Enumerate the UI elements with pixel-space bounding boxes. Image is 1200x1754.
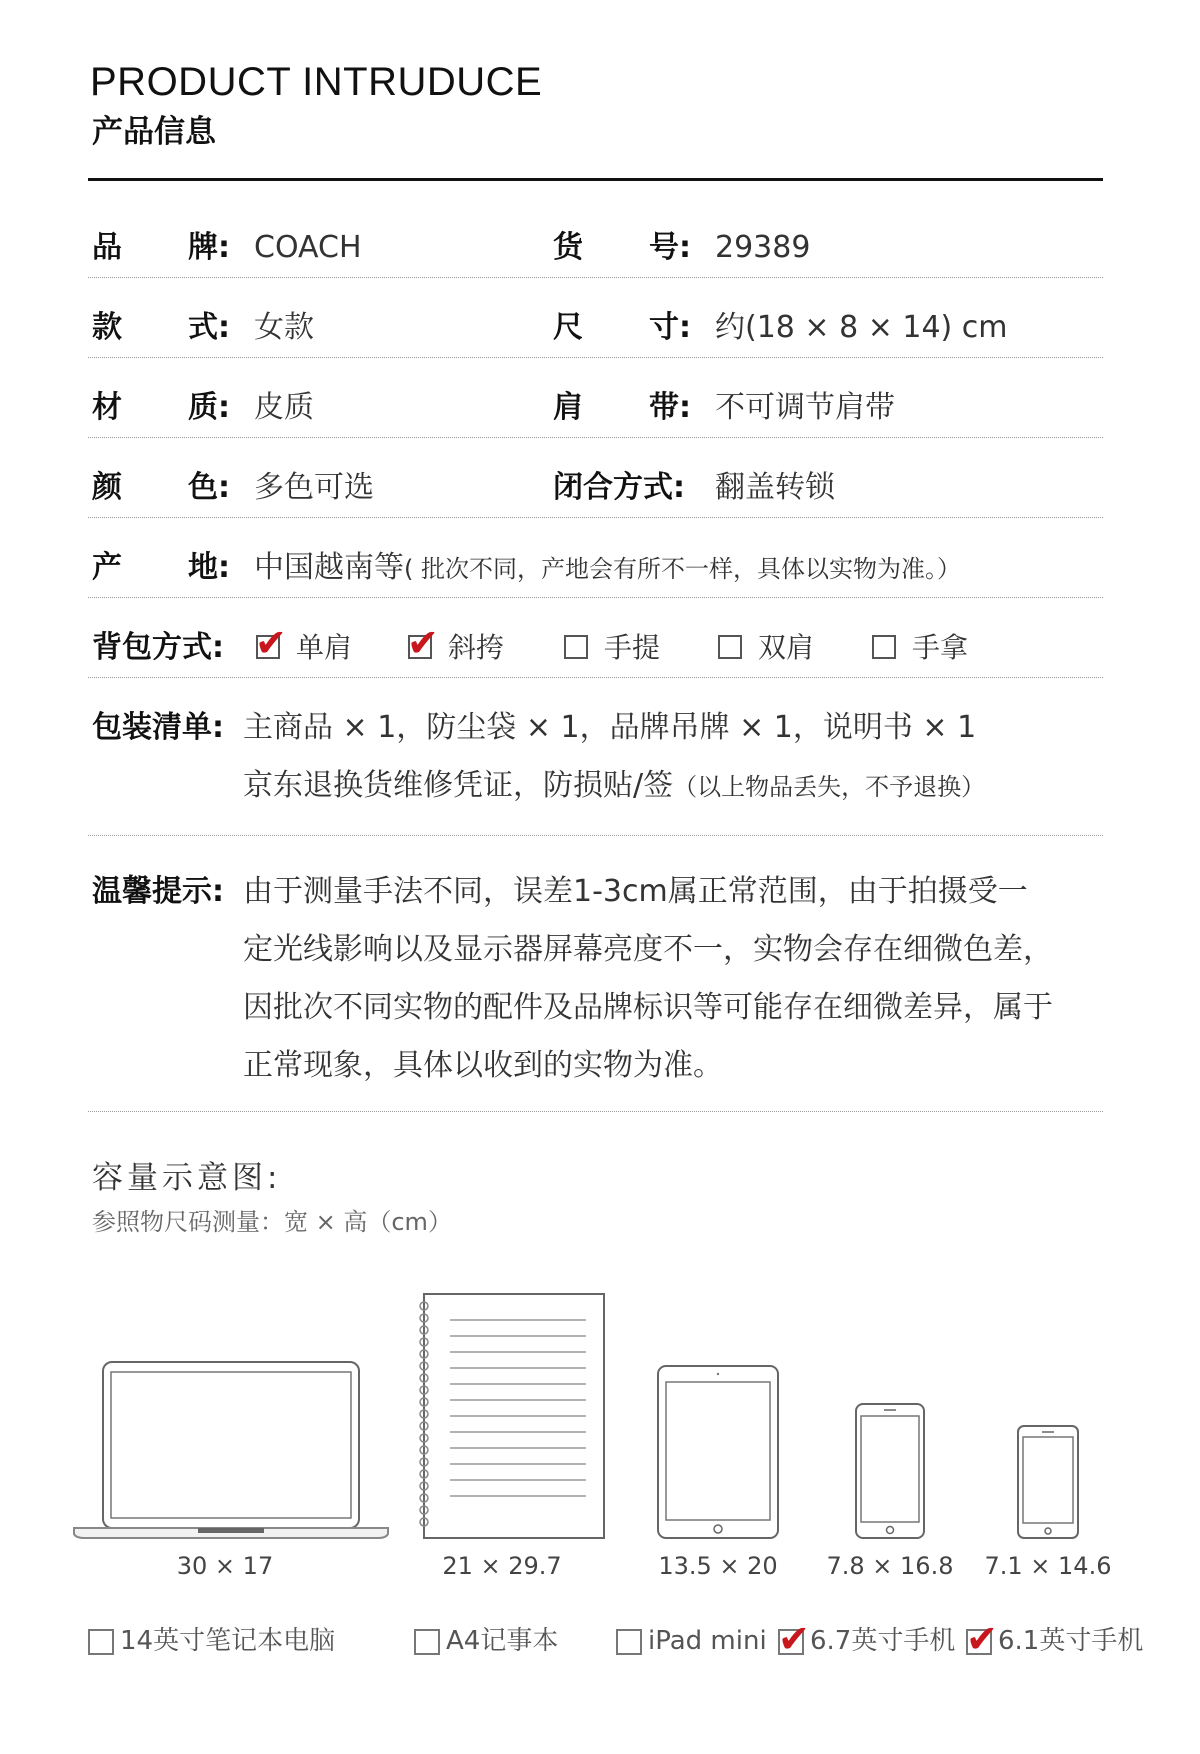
spec-label: 质: [188,390,230,425]
tips-section [88,872,1103,1112]
checkbox-checked[interactable] [407,621,439,665]
spec-value: 不可调节肩带 [715,390,895,425]
spec-label: 地: [188,550,230,585]
spec-label: 号: [649,230,691,265]
title-divider [88,178,1103,181]
spec-label: 寸: [649,310,691,345]
packing-line-2-text: 京东退换货维修凭证，防损贴/签 [243,768,674,803]
checkbox-unchecked[interactable] [564,635,588,659]
spec-label: 式: [188,310,230,345]
spec-value: 女款 [254,310,314,345]
spec-row-brand [88,210,1103,278]
dimension-label: 7.1 × 14.6 [984,1552,1112,1580]
spec-label: 色: [188,470,230,505]
spec-label: 尺 [553,310,583,345]
checkbox-checked[interactable] [255,621,287,665]
checkmark-icon: ✔ [966,1617,998,1661]
checkmark-icon: ✔ [407,621,439,665]
tablet-icon [658,1366,778,1538]
spec-label: 品 [92,230,122,265]
checkmark-icon: ✔ [778,1617,810,1661]
checkbox-unchecked[interactable] [872,635,896,659]
spec-label: 带: [649,390,691,425]
dimension-label: 21 × 29.7 [442,1552,562,1580]
spec-label: 牌: [188,230,230,265]
compare-item-label: iPad mini [648,1626,767,1656]
spec-label: 闭合方式: [553,470,685,505]
compare-item-label: 14英寸笔记本电脑 [120,1626,336,1656]
dimension-label: 13.5 × 20 [658,1552,778,1580]
laptop-icon [74,1362,388,1538]
dimension-label: 7.8 × 16.8 [826,1552,954,1580]
title-chinese: 产品信息 [92,114,216,150]
spec-value: 翻盖转锁 [715,470,835,505]
dotted-divider [88,357,1103,358]
packing-line-1: 主商品 × 1，防尘袋 × 1，品牌吊牌 × 1，说明书 × 1 [243,710,977,745]
carry-option-label: 手拿 [912,631,969,664]
phone-small-icon [1018,1426,1078,1538]
checkbox-unchecked[interactable] [88,1629,114,1655]
tips-line: 定光线影响以及显示器屏幕亮度不一，实物会存在细微色差， [243,932,1053,967]
spec-row-style [88,290,1103,358]
device-illustrations [0,1280,1200,1550]
carry-option-label: 双肩 [758,631,815,664]
dotted-divider [88,437,1103,438]
compare-item-label: 6.1英寸手机 [998,1626,1144,1656]
notebook-icon [420,1294,604,1538]
spec-label: 肩 [553,390,583,425]
spec-value: 约(18 × 8 × 14) cm [715,310,1008,345]
tips-line: 正常现象，具体以收到的实物为准。 [243,1048,723,1083]
checkbox-checked[interactable] [966,1617,998,1661]
dotted-divider [88,1111,1103,1112]
origin-note: ( 批次不同，产地会有所不一样，具体以实物为准。） [404,555,961,583]
title-english: PRODUCT INTRUDUCE [90,60,543,104]
tips-label: 温馨提示: [92,874,224,909]
dimension-label: 30 × 17 [176,1552,274,1580]
spec-label: 货 [553,230,583,265]
spec-value: 29389 [715,230,811,265]
checkbox-unchecked[interactable] [718,635,742,659]
spec-row-material [88,370,1103,438]
tips-line: 由于测量手法不同，误差1-3cm属正常范围，由于拍摄受一 [243,874,1028,909]
spec-label: 颜 [92,470,122,505]
capacity-title: 容量示意图: [92,1160,282,1196]
dotted-divider [88,835,1103,836]
tips-line: 因批次不同实物的配件及品牌标识等可能存在细微差异，属于 [243,990,1053,1025]
spec-row-color [88,450,1103,518]
carry-method-row [88,610,1103,678]
carry-option-label: 手提 [604,631,661,664]
carry-option-label: 单肩 [296,631,353,664]
spec-value: COACH [254,230,362,265]
compare-item-label: A4记事本 [446,1626,559,1656]
phone-large-icon [856,1404,924,1538]
carry-option-label: 斜挎 [448,631,505,664]
spec-value: 多色可选 [254,470,374,505]
packing-list [88,708,1103,836]
spec-label: 材 [92,390,122,425]
spec-row-origin [88,530,1103,598]
dotted-divider [88,277,1103,278]
origin-value: 中国越南等 [254,550,404,585]
compare-item-label: 6.7英寸手机 [810,1626,956,1656]
spec-label: 款 [92,310,122,345]
dotted-divider [88,677,1103,678]
spec-value: 皮质 [254,390,314,425]
checkmark-icon: ✔ [255,621,287,665]
carry-label: 背包方式: [92,630,224,665]
spec-label: 产 [92,550,122,585]
packing-note: （以上物品丢失，不予退换） [673,773,986,801]
packing-label: 包装清单: [92,710,224,745]
checkbox-unchecked[interactable] [616,1629,642,1655]
packing-line-2 [243,766,985,807]
checkbox-unchecked[interactable] [414,1629,440,1655]
spec-value-wrap [254,548,961,589]
capacity-subtitle: 参照物尺码测量：宽 × 高（cm） [92,1208,452,1236]
dotted-divider [88,597,1103,598]
dotted-divider [88,517,1103,518]
checkbox-checked[interactable] [778,1617,810,1661]
